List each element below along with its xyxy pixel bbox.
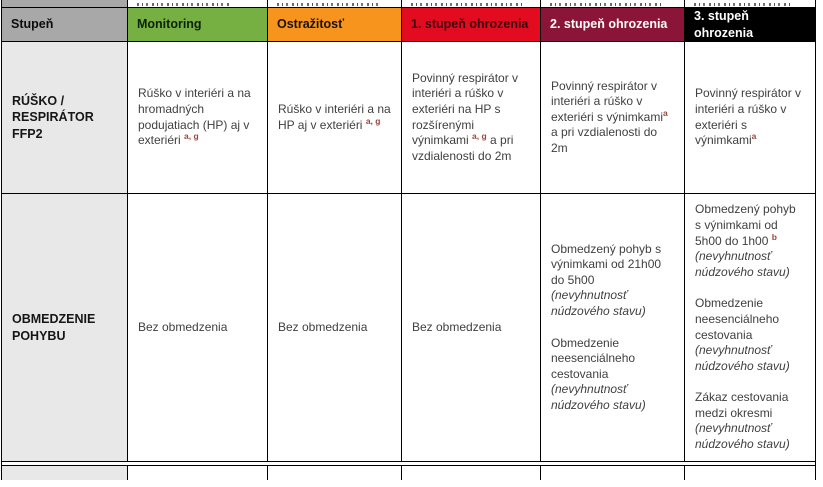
clipped-cell — [128, 0, 268, 7]
clipped-cell — [685, 0, 815, 7]
footnote-superscript: a — [751, 131, 757, 142]
clipped-text-fragment — [550, 3, 662, 6]
table-row-rusko — [2, 42, 815, 194]
header-label: Ostražitosť — [277, 17, 345, 32]
clipped-cell — [268, 0, 402, 7]
cell-text: a pri vzdialenosti do 2m — [551, 125, 658, 155]
cell-obmedzenie-monitoring — [128, 194, 268, 461]
cell-text: Obmedzený pohyb s výnimkami od 21h00 do 5h00 — [551, 241, 662, 287]
cell-rusko-ostrazitost — [268, 42, 402, 193]
clipped-cell-stupen — [2, 0, 128, 7]
cell-rusko-stupen1 — [402, 42, 541, 193]
footnote-superscript: a — [663, 107, 668, 118]
cell-rusko-stupen2 — [541, 42, 685, 193]
clipped-text-fragment — [411, 3, 523, 6]
cell-text: Povinný respirátor v interiéri a rúško v exteriéri na HP s rozšírenými výnimkami — [412, 70, 519, 148]
emergency-note: (nevyhnutnosť núdzového stavu) — [695, 249, 790, 279]
cell-text: Bez obmedzenia — [138, 319, 228, 334]
cell-text: Zákaz cestovania medzi okresmi — [695, 390, 789, 420]
header-cell-monitoring — [128, 8, 268, 41]
cell-text: Povinný respirátor v interiéri a rúško v exteriéri s výnimkami — [695, 86, 802, 148]
cell-obmedzenie-stupen2 — [541, 194, 685, 461]
header-label: Stupeň — [11, 17, 54, 32]
clipped-cell-label — [2, 466, 128, 480]
cell-text: Rúško v interiéri a na HP aj v exteriéri — [278, 101, 391, 132]
table-row-obmedzenie — [2, 194, 815, 462]
cell-text: Obmedzenie neesenciálneho cestovania — [695, 296, 780, 342]
footnote-superscript: b — [771, 231, 777, 242]
emergency-note: (nevyhnutnosť núdzového stavu) — [695, 421, 790, 452]
covid-alert-levels-table — [1, 0, 816, 480]
clipped-cell — [402, 466, 541, 480]
header-cell-ostrazitost — [268, 8, 402, 41]
emergency-note: (nevyhnutnosť núdzového stavu) — [551, 288, 646, 318]
cell-text: Obmedzenie neesenciálneho cestovania — [551, 335, 636, 381]
cell-text: Rúško v interiéri a na hromadných podujatiach (HP) aj v exteriéri — [138, 86, 251, 148]
emergency-note: (nevyhnutnosť núdzového stavu) — [695, 343, 790, 373]
clipped-cell — [541, 466, 685, 480]
header-label: Monitoring — [137, 17, 202, 32]
footnote-superscript: a, g — [184, 131, 199, 142]
cell-text: Bez obmedzenia — [412, 319, 502, 334]
row-label-text: OBMEDZENIE POHYBU — [12, 312, 96, 343]
clipped-bottom-row — [2, 465, 815, 480]
header-cell-stupen3 — [685, 8, 815, 41]
clipped-cell — [268, 466, 402, 480]
row-label-rusko — [2, 42, 128, 193]
cell-obmedzenie-ostrazitost — [268, 194, 402, 461]
clipped-cell — [128, 466, 268, 480]
clipped-cell — [402, 0, 541, 7]
clipped-cell — [685, 466, 815, 480]
header-label: 2. stupeň ohrozenia — [550, 17, 668, 32]
cell-obmedzenie-stupen1 — [402, 194, 541, 461]
emergency-note: (nevyhnutnosť núdzového stavu) — [551, 382, 646, 412]
header-label: 3. stupeň ohrozenia — [694, 9, 754, 40]
clipped-top-row — [2, 0, 815, 8]
footnote-superscript: a, g — [365, 115, 381, 126]
cell-text: Bez obmedzenia — [278, 319, 368, 334]
row-label-text: RÚŠKO / RESPIRÁTOR FFP2 — [12, 93, 94, 141]
header-cell-stupen — [2, 8, 128, 41]
clipped-text-fragment — [694, 3, 790, 6]
cell-text: a pri vzdialenosti do 2m — [412, 133, 514, 163]
footnote-superscript: a, g — [472, 131, 487, 142]
clipped-text-fragment — [137, 3, 229, 6]
clipped-cell — [541, 0, 685, 7]
row-label-obmedzenie — [2, 194, 128, 461]
cell-obmedzenie-stupen3 — [685, 194, 815, 461]
cell-rusko-stupen3 — [685, 42, 815, 193]
header-cell-stupen2 — [541, 8, 685, 41]
table-header-row — [2, 8, 815, 42]
header-cell-stupen1 — [402, 8, 541, 41]
header-label: 1. stupeň ohrozenia — [411, 17, 529, 32]
cell-text: Povinný respirátor v interiéri a rúško v exteriéri s výnimkami — [551, 78, 664, 124]
cell-rusko-monitoring — [128, 42, 268, 193]
clipped-text-fragment — [277, 3, 381, 6]
cell-text: Obmedzený pohyb s výnimkami od 5h00 do 1h00 — [695, 202, 796, 248]
